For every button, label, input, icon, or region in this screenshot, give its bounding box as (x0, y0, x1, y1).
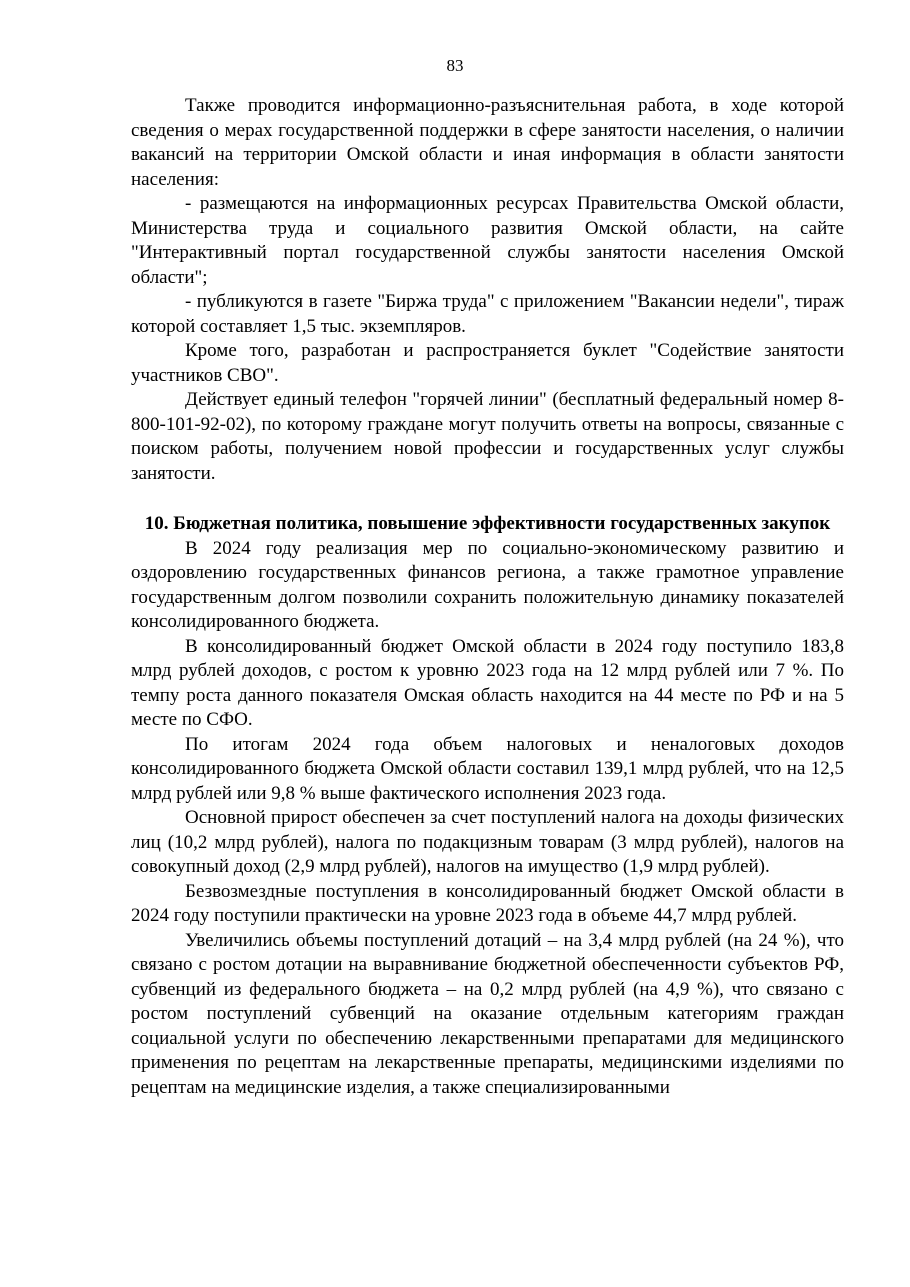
paragraph-hotline: Действует единый телефон "горячей линии" (бесплатный федеральный номер 8-800-101-92-02), по которому граждане могут получить ответы на вопросы, связанные с поиском работы, получением новой профессии и государственных услуг службы занятости. (131, 389, 844, 484)
paragraph-info-work: Также проводится информационно-разъяснительная работа, в ходе которой сведения о мерах государственной поддержки в сфере занятости населения, о наличии вакансий на территории Омской области и иная информация в области занятости населения: (131, 95, 844, 190)
section-heading: 10. Бюджетная политика, повышение эффективности государственных закупок (144, 513, 831, 534)
paragraph-tax-revenue: По итогам 2024 года объем налоговых и неналоговых доходов консолидированного бюджета Омской области составил 139,1 млрд рублей, что на 12,5 млрд рублей или 9,8 % выше фактического исполнения 2023 года. (131, 733, 844, 804)
page-content (131, 94, 844, 1100)
paragraph-budget-intro: В 2024 году реализация мер по социально-экономическому развитию и оздоровлению государственных финансов региона, а также грамотное управление государственным долгом позволили сохранить положительную динамику показателей консолидированного бюджета. (131, 537, 844, 632)
list-item-info-resources: - размещаются на информационных ресурсах Правительства Омской области, Министерства труда и социального развития Омской области, на сайте "Интерактивный портал государственной службы занятости населения Омской области"; (131, 193, 844, 288)
paragraph-gratuitous-receipts: Безвозмездные поступления в консолидированный бюджет Омской области в 2024 году поступили практически на уровне 2023 года в объеме 44,7 млрд рублей. (131, 880, 844, 926)
paragraph-booklet: Кроме того, разработан и распространяется буклет "Содействие занятости участников СВО". (131, 340, 844, 386)
paragraph-growth-sources: Основной прирост обеспечен за счет поступлений налога на доходы физических лиц (10,2 млрд рублей), налога по подакцизным товарам (3 млрд рублей), налогов на совокупный доход (2,9 млрд рублей), налогов на имущество (1,9 млрд рублей). (131, 807, 844, 877)
list-item-newspaper: - публикуются в газете "Биржа труда" с приложением "Вакансии недели", тираж которой составляет 1,5 тыс. экземпляров. (131, 291, 844, 337)
page-number: 83 (446, 56, 464, 75)
paragraph-subsidies: Увеличились объемы поступлений дотаций – на 3,4 млрд рублей (на 24 %), что связано с ростом дотации на выравнивание бюджетной обеспеченности субъектов РФ, субвенций из федерального бюджета – на 0,2 млрд рублей (на 4,9 %), что связано с ростом поступлений субвенций на оказание отдельным категориям граждан социальной услуги по обеспечению лекарственными препаратами для медицинского применения по рецептам на лекарственные препараты, медицинскими изделиями по рецептам на медицинские изделия, а также специализированными (131, 929, 844, 1098)
paragraph-budget-revenue: В консолидированный бюджет Омской области в 2024 году поступило 183,8 млрд рублей доходов, с ростом к уровню 2023 года на 12 млрд рублей или 7 %. По темпу роста данного показателя Омская область находится на 44 месте по РФ и на 5 месте по СФО. (131, 635, 844, 730)
